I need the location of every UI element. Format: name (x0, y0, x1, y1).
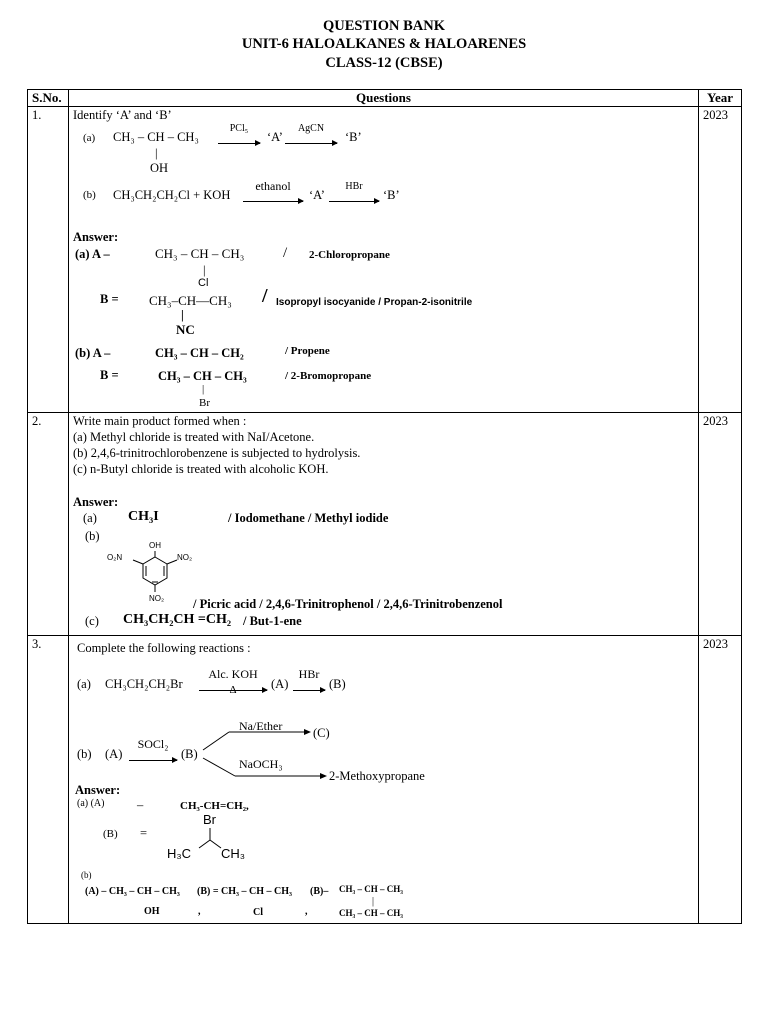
answer-formula: CH₃ – CH – CH₂ (155, 346, 244, 360)
product: ‘B’ (383, 188, 400, 202)
answer-name: / Picric acid / 2,4,6-Trinitrophenol / 2,4,6-Trinitrobenzenol (193, 597, 503, 611)
intermediate: (B) (181, 747, 198, 761)
answer-part-label: (b) (81, 870, 92, 880)
row-year: 2023 (699, 107, 742, 413)
table-header-row (28, 90, 742, 107)
answer-part-label: (b) (85, 529, 100, 543)
separator: / (262, 285, 268, 307)
col-questions: Questions (69, 90, 699, 107)
answer-formula: (B) = CH₃ – CH – CH₃ (197, 886, 293, 897)
answer-label: Answer: (73, 495, 119, 509)
bond-line: | (155, 146, 158, 160)
separator: , (305, 906, 308, 917)
col-sno: S.No. (28, 90, 69, 107)
table-row (28, 413, 742, 636)
answer-name: / 2-Bromopropane (285, 370, 372, 382)
separator: , (198, 906, 201, 917)
answer-formula: CH₃ – CH – CH₃ (158, 369, 247, 383)
answer-formula: CH₃ – CH – CH₃ (339, 884, 403, 894)
bond-line: | (202, 383, 205, 395)
substituent: OH (144, 906, 160, 917)
answer-formula: CH₃I (128, 509, 159, 524)
answer-name: / Iodomethane / Methyl iodide (228, 511, 389, 525)
separator: / (283, 245, 288, 261)
ch3-label: CH₃ (221, 846, 246, 861)
substituent: OH (150, 161, 169, 175)
reaction-label: (b) (77, 747, 92, 761)
bond-line: | (181, 308, 184, 322)
question-cell (69, 413, 699, 636)
answer-formula: CH₃ – CH – CH₃ (339, 908, 403, 918)
answer-part-label: B = (100, 368, 119, 382)
answer-part-label: (b) A – (75, 346, 111, 360)
answer-name: / Propene (285, 345, 330, 357)
question-text: Complete the following reactions : (77, 641, 251, 655)
answer-part-label: (a) (A) (77, 798, 105, 809)
answer-eq: = (140, 826, 148, 840)
reaction-arrow: Alc. KOH Δ (199, 682, 267, 697)
reagent-label: Na/Ether (239, 719, 283, 733)
row-sno: 1. (28, 107, 69, 413)
answer-formula: CH₃-CH=CH₂, (180, 800, 249, 812)
reaction-arrow: SOCl₂ (129, 752, 177, 767)
reactant: (A) (105, 747, 123, 761)
table-row (28, 107, 742, 413)
question-cell (69, 107, 699, 413)
question-text: Write main product formed when : (73, 414, 247, 428)
reaction-label: (b) (83, 189, 96, 201)
bond-line: | (203, 263, 206, 277)
ring-no2-bottom-label: NO₂ (149, 594, 165, 603)
reaction-arrow: PCl₅ (218, 135, 260, 150)
header-title: QUESTION BANK (322, 18, 446, 34)
answer-formula: (A) – CH₃ – CH – CH₃ (85, 886, 180, 897)
answer-dash: – (137, 798, 144, 812)
reactant: CH₃CH₂CH₂Cl + KOH (113, 188, 231, 202)
answer-part-label: (B) (103, 828, 118, 840)
answer-name: Isopropyl isocyanide / Propan-2-isonitrile (276, 297, 473, 308)
product: (C) (313, 726, 330, 740)
reactant: CH₃CH₂CH₂Br (105, 677, 183, 691)
br-label: Br (203, 812, 216, 827)
answer-part-label: B = (100, 292, 119, 306)
reaction-arrow: AgCN (285, 135, 337, 150)
reaction-label: (a) (83, 132, 96, 144)
answer-formula: (B)– (310, 886, 329, 897)
answer-name: / But-1-ene (243, 614, 302, 628)
row-year: 2023 (699, 413, 742, 636)
answer-label: Answer: (73, 230, 119, 244)
reaction-arrow: HBr (293, 682, 325, 697)
substituent: Cl (253, 907, 263, 918)
col-year: Year (699, 90, 742, 107)
ring-oh-label: OH (149, 541, 161, 550)
substituent: NC (176, 322, 195, 337)
question-text: Identify ‘A’ and ‘B’ (73, 108, 172, 122)
ring-no2-right-label: NO₂ (177, 553, 193, 562)
row-sno: 2. (28, 413, 69, 636)
reaction-label: (a) (77, 677, 91, 691)
question-text: (a) Methyl chloride is treated with NaI/Acetone. (73, 430, 315, 444)
product: (A) (271, 677, 289, 691)
substituent: Br (199, 397, 210, 409)
header-class: CLASS-12 (CBSE) (325, 55, 443, 71)
bond-line: | (372, 896, 375, 907)
reactant: CH₃ – CH – CH₃ (113, 130, 199, 144)
question-table (27, 89, 742, 924)
row-sno: 3. (28, 636, 69, 924)
product: ‘A’ (309, 188, 325, 202)
header-unit: UNIT-6 HALOALKANES & HALOARENES (241, 36, 527, 52)
answer-part-label: (a) A – (75, 247, 110, 261)
product: ‘B’ (345, 130, 362, 144)
row-year: 2023 (699, 636, 742, 924)
substituent: Cl (198, 277, 209, 289)
product: 2-Methoxypropane (329, 769, 425, 783)
answer-formula: CH₃–CH—CH₃ (149, 293, 232, 308)
ring-no2-left-label: O₂N (107, 553, 123, 562)
product: ‘A’ (267, 130, 283, 144)
question-text: (b) 2,4,6-trinitrochlorobenzene is subjected to hydrolysis. (73, 446, 361, 460)
answer-formula: CH₃CH₂CH =CH₂ (123, 612, 232, 627)
question-text: (c) n-Butyl chloride is treated with alcoholic KOH. (73, 462, 329, 476)
answer-part-label: (c) (85, 614, 99, 628)
h3c-label: H₃C (167, 846, 192, 861)
reaction-arrow: ethanol (243, 193, 303, 208)
product: (B) (329, 677, 346, 691)
reagent-label: NaOCH₃ (239, 757, 283, 771)
answer-label: Answer: (75, 783, 121, 797)
answer-formula: CH₃ – CH – CH₃ (155, 246, 245, 261)
answer-name: 2-Chloropropane (309, 249, 390, 261)
table-row (28, 636, 742, 924)
reaction-arrow: HBr (329, 193, 379, 208)
answer-part-label: (a) (83, 511, 97, 525)
question-cell (69, 636, 699, 924)
